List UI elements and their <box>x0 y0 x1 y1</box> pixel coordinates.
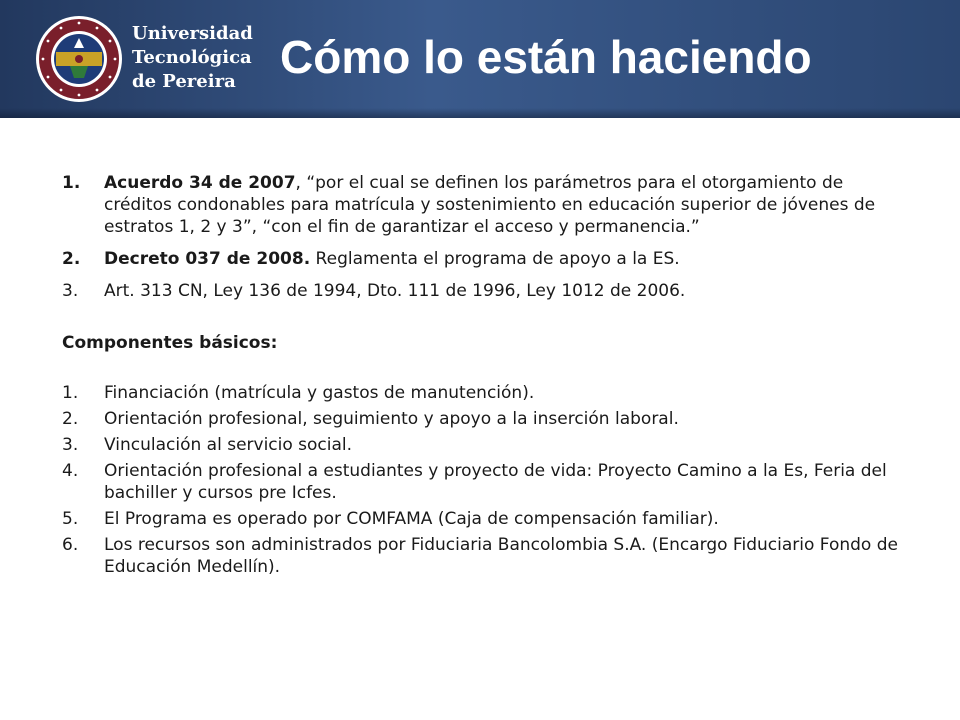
item-text: Art. 313 CN, Ley 136 de 1994, Dto. 111 de 1996, Ley 1012 de 2006. <box>104 281 686 301</box>
list-item <box>62 382 902 404</box>
list-item <box>62 172 902 238</box>
list-number: 5. <box>62 509 79 529</box>
university-logo <box>34 14 253 104</box>
list-number: 1. <box>62 383 79 403</box>
components-list <box>62 382 902 578</box>
list-item <box>62 408 902 430</box>
item-text: , “por el cual se definen los parámetros para el otorgamiento de créditos condonables para matrícula y sostenimiento en educación superior de jóvenes de estratos 1, 2 y 3”, “con el fin de garantizar el acceso y permanencia.” <box>104 173 876 237</box>
list-item <box>62 534 902 578</box>
slide-body <box>62 172 902 582</box>
logo-line-2: Tecnológica <box>132 47 252 68</box>
list-number: 6. <box>62 535 79 555</box>
logo-line-3: de Pereira <box>132 71 236 92</box>
item-text: Orientación profesional, seguimiento y apoyo a la inserción laboral. <box>104 409 679 429</box>
logo-wordmark <box>132 22 272 94</box>
header-banner <box>0 0 960 118</box>
list-number: 3. <box>62 281 79 301</box>
item-text: Reglamenta el programa de apoyo a la ES. <box>310 249 680 269</box>
header-shadow <box>0 108 960 118</box>
item-text: El Programa es operado por COMFAMA (Caja de compensación familiar). <box>104 509 719 529</box>
list-number: 4. <box>62 461 79 481</box>
legal-framework-list <box>62 172 902 302</box>
item-bold-text: Decreto 037 de 2008. <box>104 249 311 269</box>
list-item <box>62 508 902 530</box>
section-heading: Componentes básicos: <box>62 333 278 353</box>
list-number: 2. <box>62 409 79 429</box>
list-item <box>62 248 902 270</box>
slide-title: Cómo lo están haciendo <box>280 31 812 83</box>
item-text: Orientación profesional a estudiantes y proyecto de vida: Proyecto Camino a la Es, Feria del bachiller y cursos pre Icfes. <box>104 461 887 503</box>
list-number: 1. <box>62 173 81 193</box>
list-item <box>62 280 902 302</box>
item-bold-text: Acuerdo 34 de 2007 <box>104 173 296 193</box>
university-seal-icon <box>34 14 124 104</box>
item-text: Financiación (matrícula y gastos de manutención). <box>104 383 535 403</box>
item-text: Los recursos son administrados por Fiduciaria Bancolombia S.A. (Encargo Fiduciario Fondo de Educación Medellín). <box>104 535 898 577</box>
list-number: 2. <box>62 249 81 269</box>
list-item <box>62 434 902 456</box>
logo-line-1: Universidad <box>132 23 253 44</box>
item-text: Vinculación al servicio social. <box>104 435 353 455</box>
list-number: 3. <box>62 435 79 455</box>
list-item <box>62 460 902 504</box>
